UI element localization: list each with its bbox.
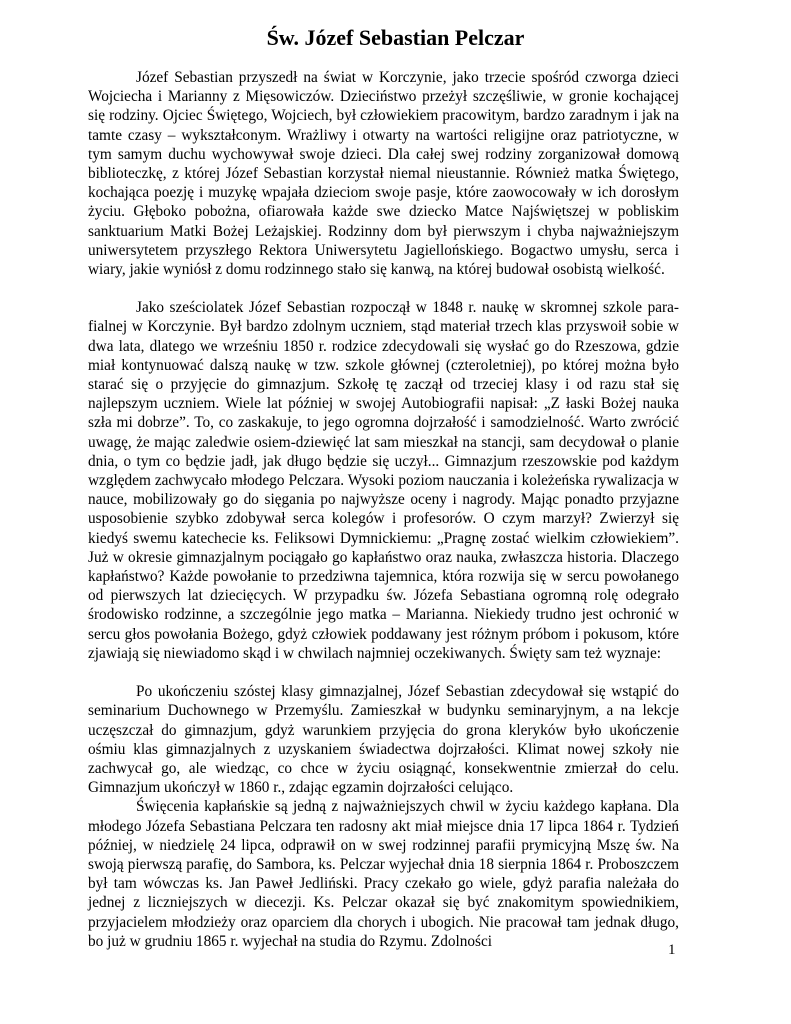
paragraph-seminary: Po ukończeniu szóstej klasy gimnazjalnej, Józef Sebastian zdecydował się wstąpić do seminarium Duchownego w Przemyślu. Zamieszkał w budynku seminaryjnym, a na lekcje uczęszczał do gimnazjum, gdyż warunkiem przyjęcia do grona kleryków było ukończenie ośmiu klas gimnazjalnych z uzyskaniem świadectwa dojrzałości. Klimat nowej szkoły nie zachwycał go, ale wiedząc, co chce w życiu osiągnąć, konsekwentnie zmierzał do celu. Gimnazjum ukończył w 1860 r., zdając egzamin dojrzałości celująco. xyxy=(88,683,679,797)
page-number: 1 xyxy=(668,942,676,958)
paragraph-childhood: Józef Sebastian przyszedł na świat w Korczynie, jako trzecie spośród czworga dzieci Wojciecha i Marianny z Mięsowiczów. Dzieciństwo przeżył szczęśliwie, w gronie kochającej się rodziny. Ojciec Świętego, Wojciech, był człowiekiem pracowitym, bardzo zaradnym i jak na tamte czasy – wykształconym. Wrażliwy i otwarty na wartości religijne oraz patriotyczne, w tym samym duchu wychowywał swoje dzieci. Dla całej swej rodziny zorganizował domową biblioteczkę, z której Józef Sebastian korzystał niemal nieustannie. Również matka Świętego, kochająca poezję i muzykę wpajała dzieciom swoje pasje, które zaowocowały w ich dorosłym życiu. Głęboko pobożna, ofiarowała każde swe dziecko Matce Najświętszej w pobliskim sanktuarium Matki Bożej Leżajskiej. Rodzinny dom był pierwszym i chyba najważniejszym uniwersytetem przyszłego Rektora Uniwersytetu Jagiellońskiego. Bogactwo umysłu, serca i wiary, jakie wyniósł z domu rodzinnego stało się kanwą, na której budował osobistą wielkość. xyxy=(88,69,679,279)
body-text xyxy=(88,68,679,951)
paragraph-ordination: Święcenia kapłańskie są jedną z najważniejszych chwil w życiu każdego kapłana. Dla młodego Józefa Sebastiana Pelczara ten radosny akt miał miejsce dnia 17 lipca 1864 r. Tydzień później, w niedzielę 24 lipca, odprawił on w swej rodzinnej parafii prymicyjną Mszę św. Na swoją pierwszą parafię, do Sambora, ks. Pelczar wyjechał dnia 18 sierpnia 1864 r. Proboszczem był tam wówczas ks. Jan Paweł Jedliński. Pracy czekało go wiele, gdyż parafia należała do jednej z liczniejszych w diecezji. Ks. Pelczar okazał się być znakomitym spowiednikiem, przyjacielem młodzieży oraz oparciem dla chorych i ubogich. Nie pracował tam jednak długo, bo już w grudniu 1865 r. wyjechał na studia do Rzymu. Zdolności xyxy=(88,798,679,950)
page-title: Św. Józef Sebastian Pelczar xyxy=(266,25,525,50)
paragraph-school: Jako sześciolatek Józef Sebastian rozpoczął w 1848 r. naukę w skromnej szkole parafialnej w Korczynie. Był bardzo zdolnym uczniem, stąd materiał trzech klas przyswoił sobie w dwa lata, dlatego we wrześniu 1850 r. rodzice zdecydowali się wysłać go do Rzeszowa, gdzie miał kontynuować dalszą naukę w tzw. szkole głównej (czteroletniej), po której można było starać się o przyjęcie do gimnazjum. Szkołę tę zaczął od trzeciej klasy i od razu stał się najlepszym uczniem. Wiele lat później w swojej Autobiografii napisał: „Z łaski Bożej nauka szła mi dobrze”. To, co zaskakuje, to jego ogromna dojrzałość i samodzielność. Warto zwrócić uwagę, że mając zaledwie osiem-dziewięć lat sam mieszkał na stancji, sam decydował o planie dnia, o tym co będzie jadł, jak długo będzie się uczył... Gimnazjum rzeszowskie pod każdym względem zachwycało młodego Pelczara. Wysoki poziom nauczania i koleżeńska rywalizacja w nauce, mobilizowały go do sięgania po najwyższe oceny i nagrody. Mając ponadto przyjazne usposobienie szybko zdobywał serca kolegów i profesorów. O czym marzył? Zwierzył się kiedyś swemu katechecie ks. Feliksowi Dymnickiemu: „Pragnę zostać wielkim człowiekiem”. Już w okresie gimnazjalnym pociągało go kapłaństwo oraz nauka, zwłaszcza historia. Dlaczego kapłaństwo? Każde powołanie to przedziwna tajemnica, która rozwija się w sercu powołanego od pierwszych lat dziecięcych. W przypadku św. Józefa Sebastiana ogromną rolę odegrało środowisko rodzinne, a szczególnie jego matka – Marianna. Niekiedy trudno jest ochronić w sercu głos powołania Bożego, gdyż człowiek poddawany jest różnym próbom i pokusom, które zjawiają się niewiadomo skąd i w chwilach najmniej oczekiwanych. Święty sam też wyznaje: xyxy=(88,299,679,662)
